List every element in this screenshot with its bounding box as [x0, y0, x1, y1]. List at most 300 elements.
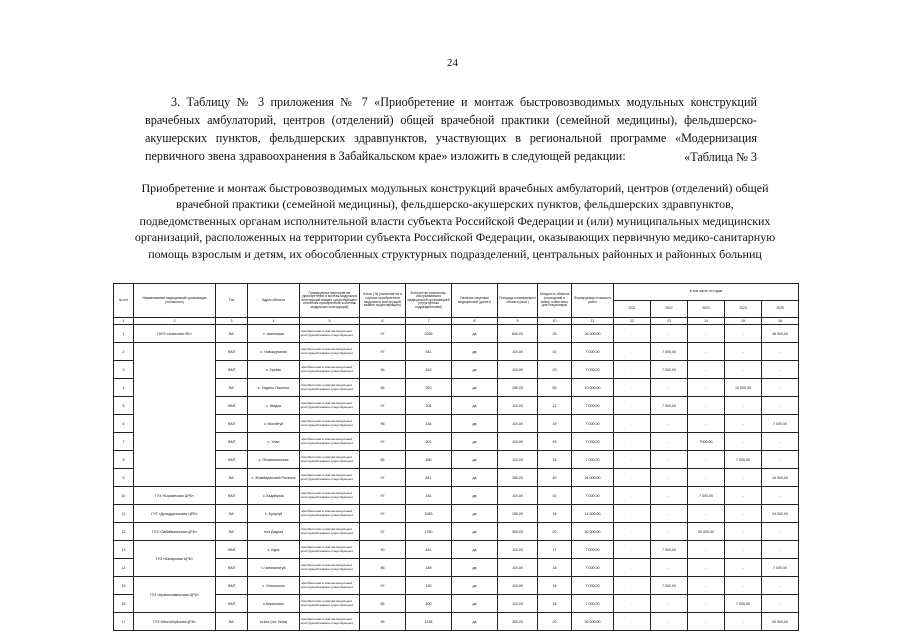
year-2023: -	[688, 505, 725, 523]
header-org: Наименование медицинской организации (полностью)	[134, 284, 216, 318]
area: 300,00	[498, 613, 538, 631]
year-2021: -	[614, 559, 651, 577]
header-address: Адрес объекта	[248, 284, 300, 318]
cost: 7 000,00	[572, 541, 614, 559]
facility-type: ВА	[216, 505, 248, 523]
header-wear: Износ (%) (заполняется в случаях приобретения модульных конструкций взамен существующего)	[360, 284, 406, 318]
year-2021: -	[614, 613, 651, 631]
table-row	[114, 577, 799, 595]
license: да	[452, 415, 498, 433]
year-2024: -	[725, 325, 762, 343]
license: да	[452, 325, 498, 343]
table-row	[114, 325, 799, 343]
license: да	[452, 559, 498, 577]
capacity: 20	[538, 613, 572, 631]
organization-name	[134, 343, 216, 487]
col-number: 13	[651, 318, 688, 325]
facility-type: ФАП	[216, 577, 248, 595]
cost: 7 000,00	[572, 577, 614, 595]
cost: 30 000,00	[572, 613, 614, 631]
cost: 7 000,00	[572, 433, 614, 451]
col-number: 6	[360, 318, 406, 325]
facility-address: с.Хадабулак	[248, 487, 300, 505]
table-row	[114, 523, 799, 541]
area: 300,00	[498, 523, 538, 541]
wear-percent: 86	[360, 559, 406, 577]
row-number: 13	[114, 541, 134, 559]
facility-type: ФАП	[216, 559, 248, 577]
area: 110,00	[498, 397, 538, 415]
header-population: Количество населения, обслуживаемого медицинской организацией (структурным подразделением)	[406, 284, 452, 318]
license: да	[452, 451, 498, 469]
cost: 36 000,00	[572, 325, 614, 343]
facility-address: п/ст Даурия	[248, 523, 300, 541]
row-number: 5	[114, 397, 134, 415]
row-number: 2	[114, 343, 134, 361]
year-2022: -	[651, 613, 688, 631]
wear-percent: 97	[360, 505, 406, 523]
year-2023: -	[688, 325, 725, 343]
license: да	[452, 577, 498, 595]
year-2024: -	[725, 559, 762, 577]
facility-address: с. Новокургатай	[248, 343, 300, 361]
table-row	[114, 397, 799, 415]
year-2022: -	[651, 325, 688, 343]
area: 110,00	[498, 451, 538, 469]
year-2023: 30 000,00	[688, 523, 725, 541]
facility-address: ст.Ага (пгт Хила)	[248, 613, 300, 631]
row-number: 10	[114, 487, 134, 505]
capacity: 45	[538, 433, 572, 451]
col-number: 16	[762, 318, 799, 325]
year-2024: -	[725, 505, 762, 523]
facility-address: с. Могойтуй	[248, 415, 300, 433]
cost: 16 000,00	[572, 469, 614, 487]
cost: 7 000,00	[572, 559, 614, 577]
cost: 7 000,00	[572, 487, 614, 505]
year-2023: -	[688, 595, 725, 613]
year-2024: -	[725, 469, 762, 487]
wear-percent: 97	[360, 325, 406, 343]
row-number: 1	[114, 325, 134, 343]
table-row	[114, 361, 799, 379]
organization-name: ГУЗ «Каларская ЦРБ»	[134, 541, 216, 577]
year-2023: -	[688, 559, 725, 577]
measure-description: приобретение и монтаж модульных конструкций взамен существующего	[300, 505, 360, 523]
capacity: 10	[538, 487, 572, 505]
year-2022: -	[651, 469, 688, 487]
year-2021: -	[614, 361, 651, 379]
year-2022: 7 000,00	[651, 541, 688, 559]
measure-description: приобретение и монтаж модульных конструкций взамен существующего	[300, 487, 360, 505]
row-number: 4	[114, 379, 134, 397]
facility-type: ФАП	[216, 361, 248, 379]
area: 110,00	[498, 577, 538, 595]
header-capacity: Мощность объекта (посещений в смену, койко-мест для стационара)	[538, 284, 572, 318]
year-2023: -	[688, 415, 725, 433]
year-2021: -	[614, 379, 651, 397]
table-row	[114, 613, 799, 631]
year-2021: -	[614, 577, 651, 595]
license: да	[452, 379, 498, 397]
row-number: 9	[114, 469, 134, 487]
wear-percent: 85	[360, 451, 406, 469]
year-2024: -	[725, 415, 762, 433]
table-reference: «Таблица № 3	[684, 150, 757, 164]
cost: 7 000,00	[572, 415, 614, 433]
area: 110,00	[498, 541, 538, 559]
wear-percent: 97	[360, 487, 406, 505]
year-2023: -	[688, 541, 725, 559]
wear-percent: 97	[360, 577, 406, 595]
cost: 7 000,00	[572, 397, 614, 415]
measure-description: приобретение и монтаж модульных конструкций взамен существующего	[300, 325, 360, 343]
license: да	[452, 505, 498, 523]
header-years-group: в том числе по годам	[614, 284, 799, 301]
table-row	[114, 433, 799, 451]
row-number: 14	[114, 559, 134, 577]
facility-address: с.Кирюткано	[248, 595, 300, 613]
year-2021: -	[614, 487, 651, 505]
year-2025: -	[762, 595, 799, 613]
year-2021: -	[614, 541, 651, 559]
population: 130	[406, 577, 452, 595]
year-2024: -	[725, 613, 762, 631]
table-row	[114, 469, 799, 487]
year-2023: 7000,00	[688, 433, 725, 451]
population: 1083	[406, 505, 452, 523]
area: 110,00	[498, 415, 538, 433]
wear-percent: 97	[360, 343, 406, 361]
year-2025: 7 000,00	[762, 415, 799, 433]
col-number: 3	[216, 318, 248, 325]
wear-percent: 96	[360, 379, 406, 397]
area: 150,00	[498, 469, 538, 487]
facility-address: с. Амитхаша	[248, 325, 300, 343]
facility-type: ФАП	[216, 595, 248, 613]
capacity: 12	[538, 397, 572, 415]
year-2025: -	[762, 541, 799, 559]
row-number: 17	[114, 613, 134, 631]
year-2024: -	[725, 487, 762, 505]
header-year-2024: 2024	[725, 301, 762, 318]
population: 920	[406, 379, 452, 397]
year-2022: -	[651, 451, 688, 469]
row-number: 15	[114, 577, 134, 595]
year-2021: -	[614, 397, 651, 415]
wear-percent: 97	[360, 469, 406, 487]
population: 204	[406, 397, 452, 415]
facility-address: с.Чинагалатуй	[248, 559, 300, 577]
row-number: 16	[114, 595, 134, 613]
facility-type: ФАП	[216, 415, 248, 433]
facility-type: ФАП	[216, 343, 248, 361]
cost: 14 000,00	[572, 505, 614, 523]
header-year-2025: 2025	[762, 301, 799, 318]
year-2025: 7 000,00	[762, 559, 799, 577]
population: 601	[406, 433, 452, 451]
year-2021: -	[614, 451, 651, 469]
population: 480	[406, 451, 452, 469]
year-2025: -	[762, 361, 799, 379]
measure-description: приобретение и монтаж модульных конструкций взамен существующего	[300, 397, 360, 415]
cost: 10 000,00	[572, 379, 614, 397]
col-number: 1	[114, 318, 134, 325]
year-2025: -	[762, 343, 799, 361]
measure-description: приобретение и монтаж модульных конструкций взамен существующего	[300, 451, 360, 469]
row-number: 11	[114, 505, 134, 523]
organization-name: ГУЗ «Дульдургинская ЦРБ»	[134, 505, 216, 523]
table-row	[114, 541, 799, 559]
facility-type: ФАП	[216, 397, 248, 415]
header-cost: Планируемая стоимость работ	[572, 284, 614, 318]
table-row	[114, 379, 799, 397]
area: 110,00	[498, 559, 538, 577]
year-2022: 7 000,00	[651, 343, 688, 361]
facility-address: с. Урейск	[248, 361, 300, 379]
year-2025: -	[762, 523, 799, 541]
measure-description: приобретение и монтаж модульных конструкций взамен существующего	[300, 379, 360, 397]
measure-description: приобретение и монтаж модульных конструкций взамен существующего	[300, 433, 360, 451]
facility-address: с. Бусулуй	[248, 505, 300, 523]
capacity: 20	[538, 361, 572, 379]
year-2023: -	[688, 397, 725, 415]
wear-percent: 85	[360, 595, 406, 613]
area: 600,00	[498, 325, 538, 343]
year-2025: -	[762, 451, 799, 469]
facility-address: с. Жидка	[248, 397, 300, 415]
row-number: 3	[114, 361, 134, 379]
population: 2265	[406, 325, 452, 343]
year-2022: 7 000,00	[651, 397, 688, 415]
area: 110,00	[498, 361, 538, 379]
population: 189	[406, 559, 452, 577]
facilities-table-wrapper	[113, 283, 798, 625]
year-2021: -	[614, 343, 651, 361]
measure-description: приобретение и монтаж модульных конструкций взамен существующего	[300, 559, 360, 577]
year-2022: -	[651, 433, 688, 451]
col-number: 5	[300, 318, 360, 325]
page-number: 24	[447, 57, 458, 69]
facility-address: с. Ундино-Поселье	[248, 379, 300, 397]
measure-description: приобретение и монтаж модульных конструкций взамен существующего	[300, 577, 360, 595]
year-2024: -	[725, 343, 762, 361]
col-number: 4	[248, 318, 300, 325]
year-2023: -	[688, 343, 725, 361]
capacity: 40	[538, 469, 572, 487]
year-2022: -	[651, 379, 688, 397]
license: да	[452, 361, 498, 379]
year-2024: -	[725, 541, 762, 559]
license: да	[452, 523, 498, 541]
measure-description: приобретение и монтаж модульных конструкций взамен существующего	[300, 361, 360, 379]
wear-percent: 96	[360, 361, 406, 379]
year-2023: -	[688, 379, 725, 397]
population: 181	[406, 487, 452, 505]
year-2025: -	[762, 397, 799, 415]
organization-name: ГУЗ «Борзинская ЦРБ»	[134, 487, 216, 505]
year-2022: 7 000,00	[651, 361, 688, 379]
capacity: 18	[538, 505, 572, 523]
capacity: 15	[538, 451, 572, 469]
area: 110,00	[498, 433, 538, 451]
header-year-2022: 2022	[651, 301, 688, 318]
cost: 7 000,00	[572, 451, 614, 469]
year-2021: -	[614, 415, 651, 433]
year-2025: 16 000,00	[762, 469, 799, 487]
area: 110,00	[498, 343, 538, 361]
year-2021: -	[614, 595, 651, 613]
measure-description: приобретение и монтаж модульных конструкций взамен существующего	[300, 343, 360, 361]
capacity: 20	[538, 523, 572, 541]
license: да	[452, 343, 498, 361]
year-2023: -	[688, 451, 725, 469]
table-row	[114, 505, 799, 523]
col-number: 12	[614, 318, 651, 325]
year-2024: -	[725, 433, 762, 451]
year-2021: -	[614, 325, 651, 343]
year-2022: 7 000,00	[651, 577, 688, 595]
facility-type: ВА	[216, 469, 248, 487]
population: 400	[406, 595, 452, 613]
table-row	[114, 415, 799, 433]
row-number: 8	[114, 451, 134, 469]
year-2025: -	[762, 433, 799, 451]
row-number: 7	[114, 433, 134, 451]
facility-address: с. Оловяннинская	[248, 451, 300, 469]
header-measure: Планируемое мероприятие (приобретение и монтаж модульных конструкций взамен существующего или вновь приобретение и монтаж модульных конструкций)	[300, 284, 360, 318]
year-2023: -	[688, 577, 725, 595]
license: да	[452, 433, 498, 451]
population: 1760	[406, 523, 452, 541]
table-body	[114, 325, 799, 631]
facility-type: ФАП	[216, 487, 248, 505]
organization-name: ГУЗ «Забайкальская ЦРБ»	[134, 523, 216, 541]
facility-address: с. Оннонъкон	[248, 577, 300, 595]
header-area: Площадь планируемого объекта (кв.м.)	[498, 284, 538, 318]
facility-address: с. Улан	[248, 433, 300, 451]
wear-percent: 97	[360, 523, 406, 541]
year-2023: 7 000,00	[688, 487, 725, 505]
year-2024: -	[725, 523, 762, 541]
area: 150,00	[498, 379, 538, 397]
facilities-table	[113, 283, 799, 631]
header-year-2021: 2021	[614, 301, 651, 318]
header-year-2023: 2023	[688, 301, 725, 318]
header-license: Наличие лицензии медицинской (да/нет)	[452, 284, 498, 318]
license: да	[452, 397, 498, 415]
facility-type: ФАП	[216, 433, 248, 451]
area: 150,00	[498, 505, 538, 523]
year-2025: 14 000,00	[762, 505, 799, 523]
row-number: 12	[114, 523, 134, 541]
license: да	[452, 469, 498, 487]
facility-type: ФАП	[216, 451, 248, 469]
year-2022: -	[651, 415, 688, 433]
license: да	[452, 613, 498, 631]
facility-type: ВА	[216, 325, 248, 343]
year-2024: -	[725, 361, 762, 379]
year-2021: -	[614, 469, 651, 487]
facility-address: с. Бура	[248, 541, 300, 559]
cost: 7 000,00	[572, 361, 614, 379]
wear-percent: 90	[360, 541, 406, 559]
capacity: 65	[538, 379, 572, 397]
area: 110,00	[498, 487, 538, 505]
measure-description: приобретение и монтаж модульных конструкций взамен существующего	[300, 469, 360, 487]
year-2021: -	[614, 523, 651, 541]
year-2024: 7 000,00	[725, 451, 762, 469]
table-row	[114, 451, 799, 469]
col-number: 15	[725, 318, 762, 325]
col-number: 8	[452, 318, 498, 325]
table-row	[114, 487, 799, 505]
facility-type: ВА	[216, 523, 248, 541]
year-2023: -	[688, 613, 725, 631]
year-2023: -	[688, 469, 725, 487]
year-2024: -	[725, 577, 762, 595]
year-2025: 30 000,00	[762, 613, 799, 631]
table-row	[114, 595, 799, 613]
table-title: Приобретение и монтаж быстровозводимых модульных конструкций врачебных амбулаторий, центров (отделений) общей врачебной практики (семейной медицины), фельдшерско-акушерских пунктов, фельдшерских здравпунктов, подведомственных органам исполнительной власти субъекта Российской Федерации и (или) муниципальных медицинских организаций, расположенных на территории субъекта Российской Федерации, оказывающих первичную медико-санитарную помощь взрослым и детям, их обособленных структурных подразделений, центральных районных и районных больниц	[134, 181, 776, 261]
license: да	[452, 595, 498, 613]
col-number: 14	[688, 318, 725, 325]
cost: 30 000,00	[572, 523, 614, 541]
year-2025: -	[762, 487, 799, 505]
area: 110,00	[498, 595, 538, 613]
year-2023: -	[688, 361, 725, 379]
year-2025: -	[762, 379, 799, 397]
license: да	[452, 487, 498, 505]
capacity: 18	[538, 559, 572, 577]
year-2025: -	[762, 577, 799, 595]
table-row	[114, 559, 799, 577]
col-number: 9	[498, 318, 538, 325]
capacity: 25	[538, 325, 572, 343]
year-2024: 10 000,00	[725, 379, 762, 397]
col-number: 11	[572, 318, 614, 325]
license: да	[452, 541, 498, 559]
organization-name: ГАУЗ «Агинская ОБ»	[134, 325, 216, 343]
capacity: 10	[538, 343, 572, 361]
year-2024: -	[725, 397, 762, 415]
measure-description: приобретение и монтаж модульных конструкций взамен существующего	[300, 541, 360, 559]
facility-type: ВА	[216, 379, 248, 397]
facility-type: ФАП	[216, 541, 248, 559]
organization-name: ГУЗ «Могойтуйская ЦРБ»	[134, 613, 216, 631]
year-2022: -	[651, 487, 688, 505]
header-num: № п/п	[114, 284, 134, 318]
year-2025: 36 000,00	[762, 325, 799, 343]
organization-name: ГУЗ «Краснокаменская ЦРБ»	[134, 577, 216, 613]
col-number: 10	[538, 318, 572, 325]
year-2021: -	[614, 505, 651, 523]
measure-description: приобретение и монтаж модульных конструкций взамен существующего	[300, 523, 360, 541]
year-2022: -	[651, 523, 688, 541]
facility-type: ВА	[216, 613, 248, 631]
table-row	[114, 343, 799, 361]
col-number: 2	[134, 318, 216, 325]
year-2022: -	[651, 595, 688, 613]
year-2022: -	[651, 505, 688, 523]
population: 441	[406, 541, 452, 559]
population: 541	[406, 343, 452, 361]
wear-percent: 97	[360, 433, 406, 451]
population: 819	[406, 361, 452, 379]
year-2022: -	[651, 559, 688, 577]
year-2024: 7 000,00	[725, 595, 762, 613]
cost: 7 000,00	[572, 595, 614, 613]
